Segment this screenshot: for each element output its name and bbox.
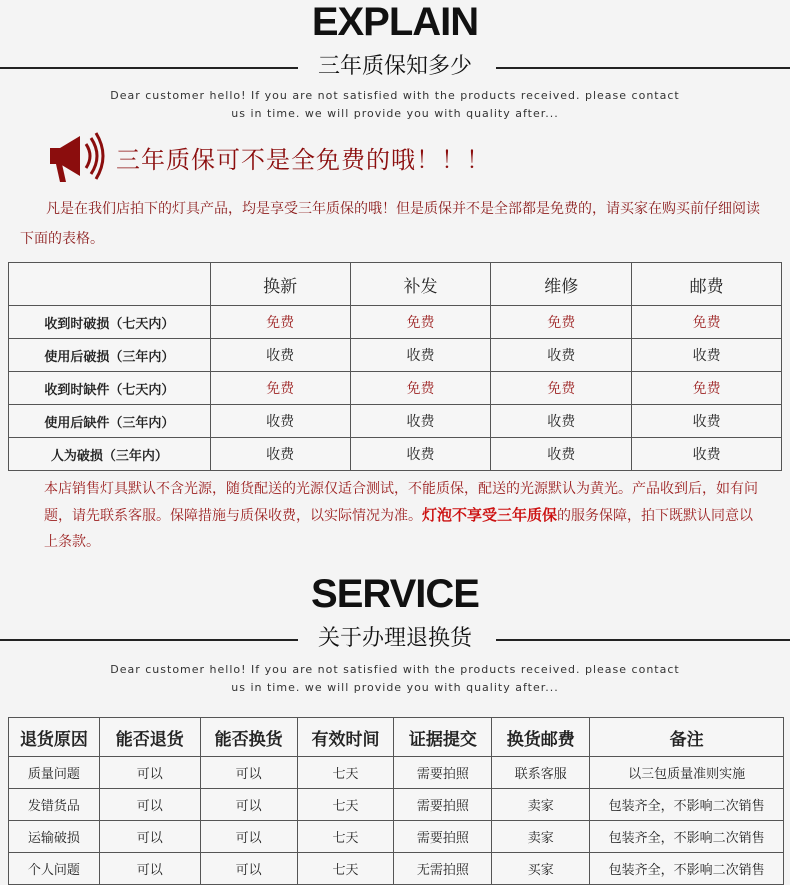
table-cell: 收费: [491, 405, 632, 438]
table-cell: 收费: [632, 438, 782, 471]
table-row: [9, 438, 782, 471]
table-cell: 七天: [297, 757, 394, 789]
table-cell: 免费: [350, 306, 491, 339]
table-row: [9, 853, 784, 885]
explain-subtitle-row: [0, 52, 790, 82]
notes-tail: 的服务保障，拍下既默认同意以上条款。: [44, 508, 754, 550]
table-cell: 可以: [200, 789, 297, 821]
warning-row: [46, 130, 746, 186]
header-cell: 有效时间: [297, 718, 394, 757]
table-cell: 免费: [632, 372, 782, 405]
table-cell: 无需拍照: [394, 853, 492, 885]
table-cell: 运输破损: [9, 821, 100, 853]
table-cell: 卖家: [492, 821, 590, 853]
warning-text: 三年质保可不是全免费的哦！！！: [116, 146, 491, 174]
table-cell: 可以: [99, 853, 200, 885]
table-row: [9, 757, 784, 789]
table-cell: 收费: [350, 405, 491, 438]
row-label: 使用后缺件（三年内）: [9, 405, 211, 438]
table-row: [9, 339, 782, 372]
divider-right: [496, 67, 790, 69]
table-cell: 卖家: [492, 789, 590, 821]
header-cell: 退货原因: [9, 718, 100, 757]
row-label: 收到时缺件（七天内）: [9, 372, 211, 405]
table-cell: 买家: [492, 853, 590, 885]
table-cell: 可以: [99, 789, 200, 821]
table-cell: 包装齐全，不影响二次销售: [590, 821, 784, 853]
megaphone-icon: [46, 130, 106, 184]
table-cell: 收费: [210, 405, 350, 438]
service-subtitle: 关于办理退换货: [317, 626, 472, 651]
table-row: [9, 306, 782, 339]
table-cell: 免费: [632, 306, 782, 339]
explain-title: EXPLAIN: [311, 0, 479, 44]
header-cell: 证据提交: [394, 718, 492, 757]
row-label: 收到时破损（七天内）: [9, 306, 211, 339]
header-cell: 备注: [590, 718, 784, 757]
table-cell: 需要拍照: [394, 789, 492, 821]
table-row: [9, 821, 784, 853]
table-cell: 需要拍照: [394, 757, 492, 789]
header-cell: 能否退货: [99, 718, 200, 757]
table-cell: 可以: [200, 821, 297, 853]
intro-paragraph: 凡是在我们店拍下的灯具产品，均是享受三年质保的哦！但是质保并不是全部都是免费的，请买家在购买前仔细阅读下面的表格。: [20, 201, 760, 247]
row-label: 人为破损（三年内）: [9, 438, 211, 471]
table-cell: 收费: [491, 438, 632, 471]
service-dear-line2: us in time. we will provide you with quality after...: [231, 681, 559, 694]
table-cell: 免费: [491, 306, 632, 339]
table-cell: 发错货品: [9, 789, 100, 821]
return-table-header: [9, 718, 784, 757]
table-cell: 可以: [99, 821, 200, 853]
table-cell: 联系客服: [492, 757, 590, 789]
table-cell: 七天: [297, 853, 394, 885]
explain-subtitle: 三年质保知多少: [317, 54, 472, 79]
header-cell: 维修: [491, 263, 632, 306]
table-cell: 个人问题: [9, 853, 100, 885]
service-dear-line1: Dear customer hello! If you are not satisfied with the products received. please contact: [110, 663, 680, 676]
table-cell: 可以: [99, 757, 200, 789]
table-cell: 收费: [210, 339, 350, 372]
table-cell: 收费: [491, 339, 632, 372]
warranty-table-header: [9, 263, 782, 306]
header-cell: 换新: [210, 263, 350, 306]
table-row: [9, 789, 784, 821]
table-cell: 免费: [210, 372, 350, 405]
header-cell: 补发: [350, 263, 491, 306]
table-cell: 七天: [297, 821, 394, 853]
table-cell: 免费: [210, 306, 350, 339]
table-row: [9, 372, 782, 405]
header-cell: 能否换货: [200, 718, 297, 757]
explain-dear-line1: Dear customer hello! If you are not satisfied with the products received. please contact: [110, 89, 680, 102]
table-cell: 可以: [200, 757, 297, 789]
table-cell: 包装齐全，不影响二次销售: [590, 853, 784, 885]
warranty-table: [8, 262, 782, 471]
table-cell: 可以: [200, 853, 297, 885]
table-cell: 收费: [350, 339, 491, 372]
divider-right: [496, 639, 790, 641]
table-cell: 包装齐全，不影响二次销售: [590, 789, 784, 821]
table-cell: 收费: [632, 339, 782, 372]
service-subtitle-row: [0, 624, 790, 654]
table-cell: 免费: [491, 372, 632, 405]
row-label: 使用后破损（三年内）: [9, 339, 211, 372]
notes-emphasis: 灯泡不享受三年质保: [422, 506, 558, 524]
table-cell: 收费: [632, 405, 782, 438]
header-cell: 邮费: [632, 263, 782, 306]
notes-text: 本店销售灯具默认不含光源，随货配送的光源仅适合测试，不能质保，配送的光源默认为黄光。产品收到后，如有问题，请先联系客服。保障措施与质保收费，以实际情况为准。: [44, 481, 758, 524]
service-title: SERVICE: [311, 572, 479, 616]
header-cell: 换货邮费: [492, 718, 590, 757]
explain-dear-line2: us in time. we will provide you with quality after...: [231, 107, 559, 120]
table-cell: 收费: [210, 438, 350, 471]
table-cell: 以三包质量准则实施: [590, 757, 784, 789]
table-cell: 质量问题: [9, 757, 100, 789]
table-row: [9, 405, 782, 438]
table-cell: 七天: [297, 789, 394, 821]
table-cell: 收费: [350, 438, 491, 471]
notes-paragraph: [44, 476, 764, 555]
return-table: [8, 717, 784, 885]
table-cell: 免费: [350, 372, 491, 405]
header-cell: [9, 263, 211, 306]
table-cell: 需要拍照: [394, 821, 492, 853]
